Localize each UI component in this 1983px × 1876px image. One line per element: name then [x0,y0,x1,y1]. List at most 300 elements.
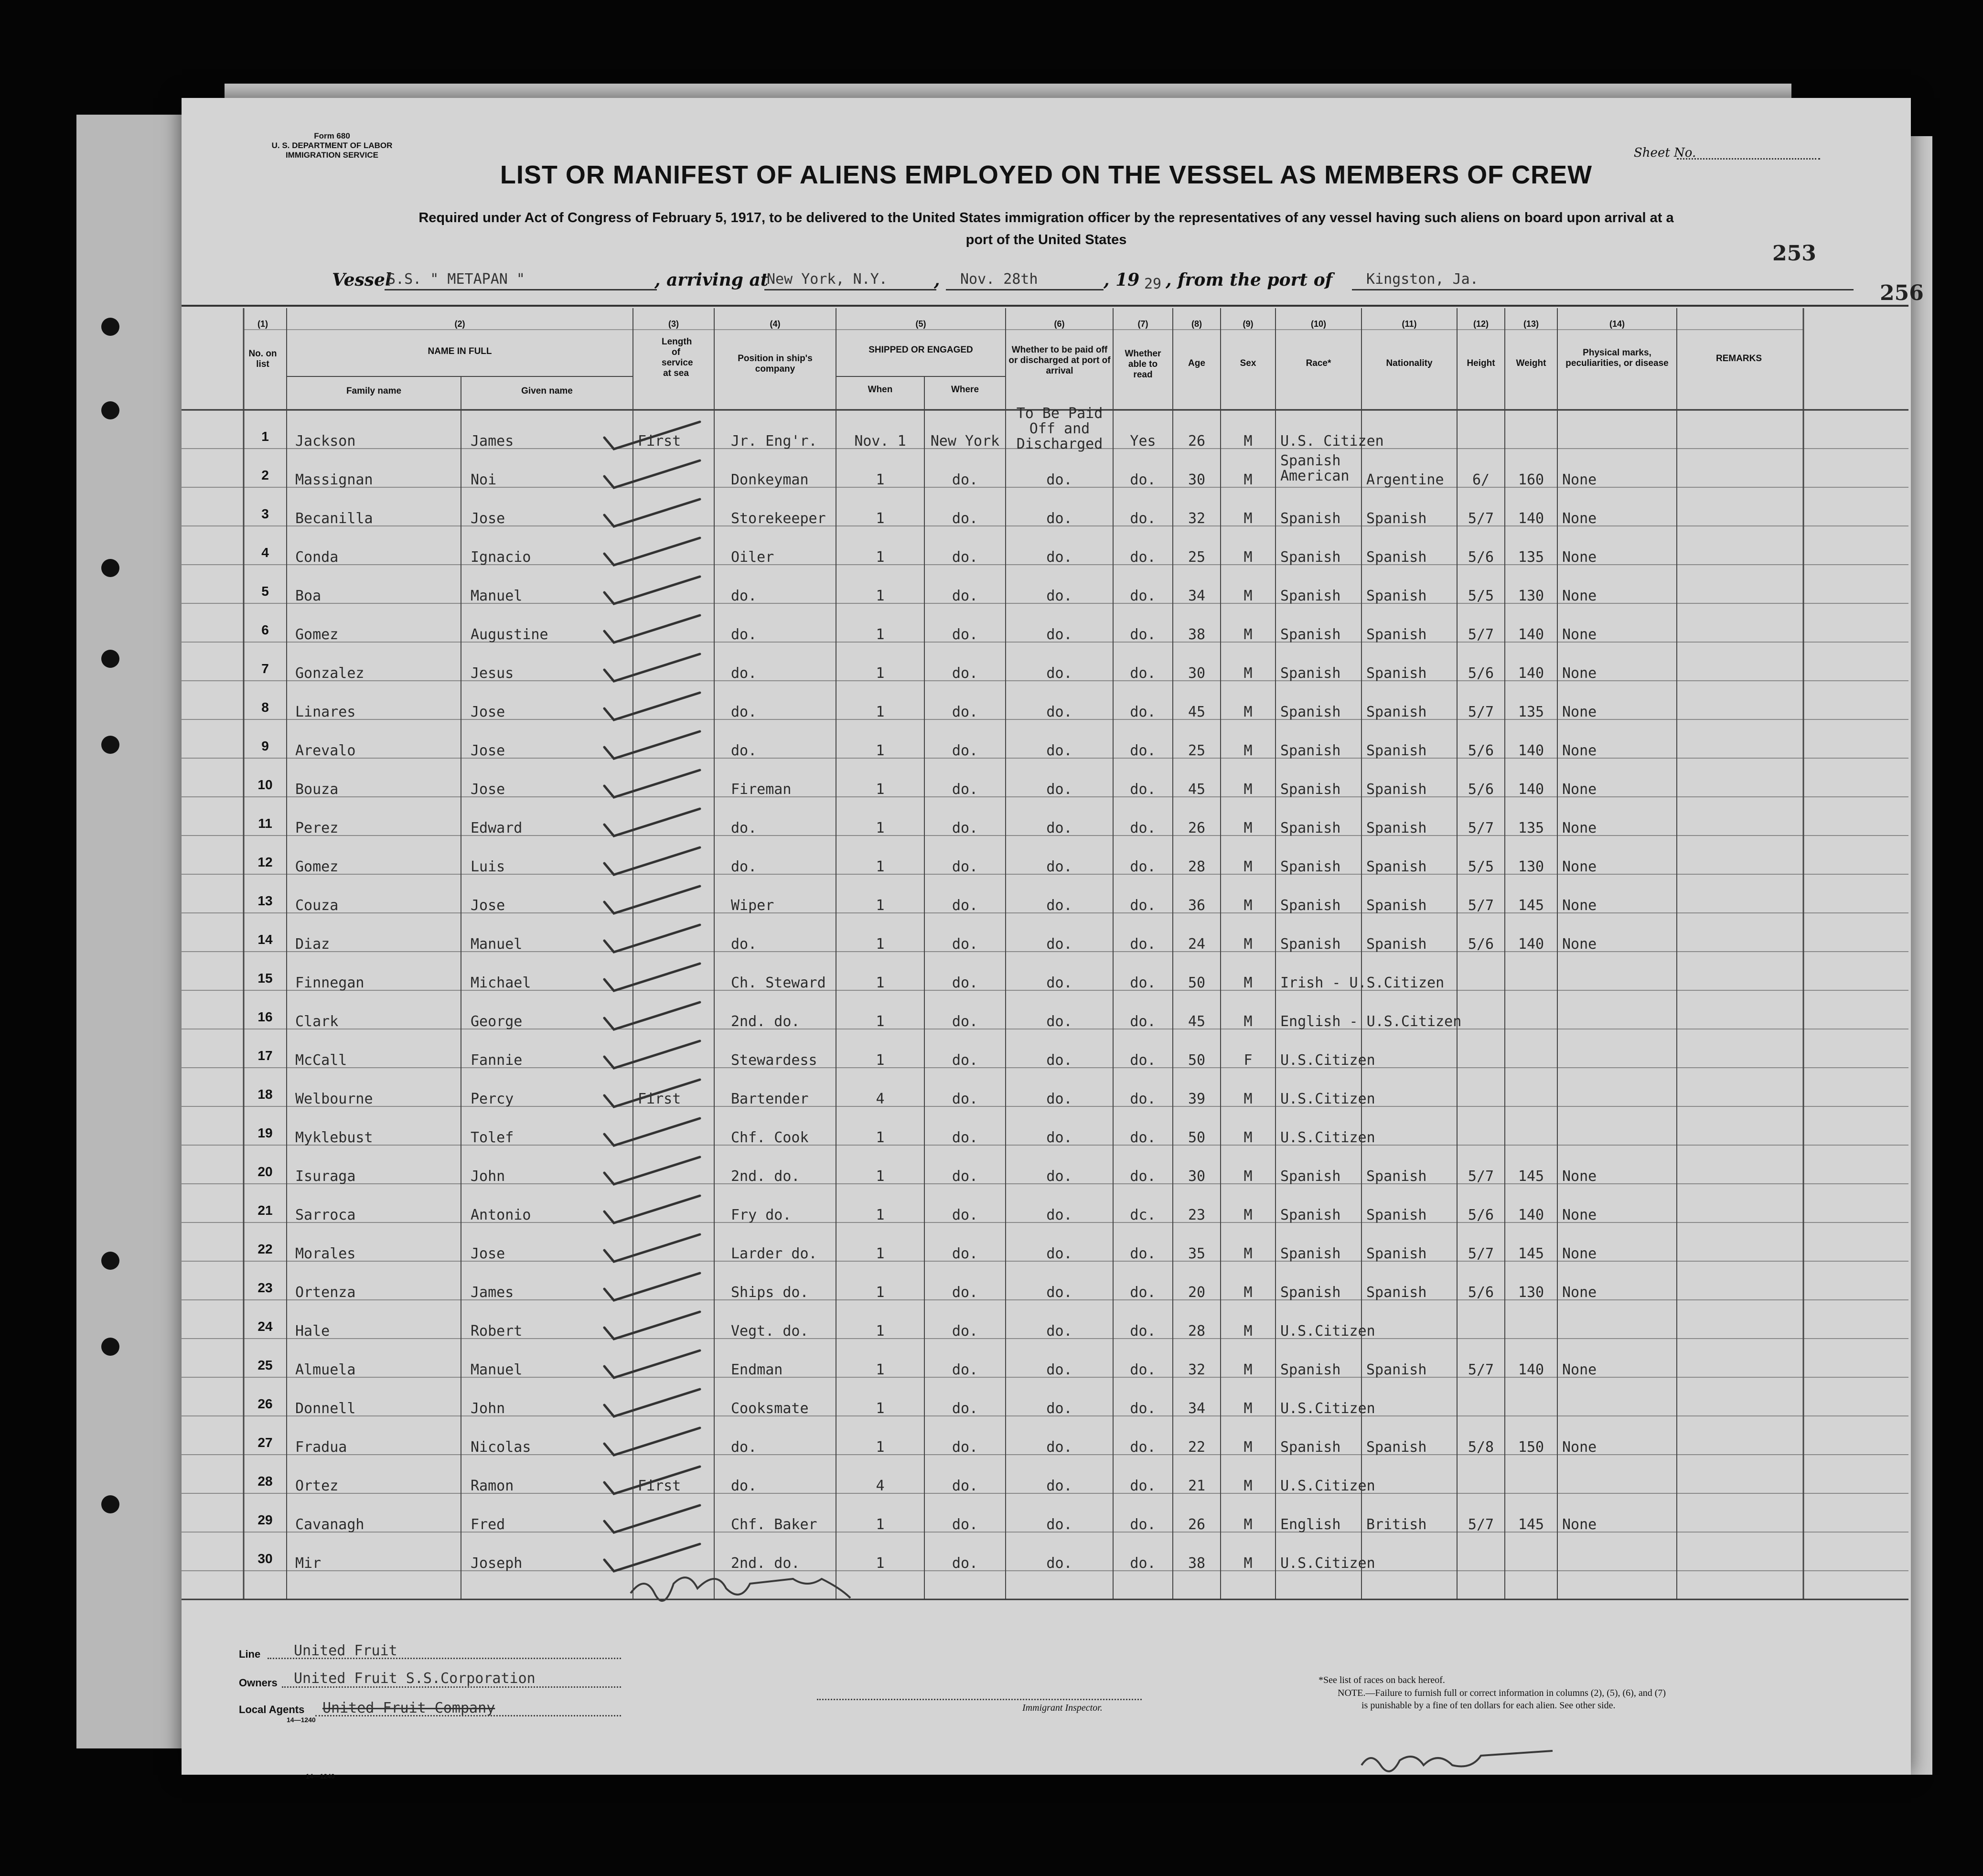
nationality: Spanish [1366,510,1427,527]
nationality: Spanish [1366,897,1427,914]
col-4-number: (4) [770,319,781,329]
sex: M [1243,1207,1253,1223]
shipped-where: do. [952,781,978,798]
able-to-read: do. [1130,858,1156,875]
weight: 140 [1518,781,1544,798]
able-to-read: do. [1130,704,1156,720]
col-6-header: Whether to be paid off or discharged at port of arrival [1008,345,1111,376]
age: 35 [1188,1245,1206,1262]
shipped-where: do. [952,1478,978,1494]
able-to-read: do. [1130,975,1156,991]
race: U.S.Citizen [1280,1129,1375,1146]
shipped-where: do. [952,588,978,604]
row-number: 17 [257,1048,273,1063]
given-name: Luis [471,858,505,875]
sex: M [1243,1245,1253,1262]
paid-off-status: do. [1046,897,1072,914]
position: 2nd. do. [731,1555,800,1572]
nationality: Spanish [1366,588,1427,604]
shipped-when: 1 [876,781,885,798]
shipped-when: 1 [876,1207,885,1223]
weight: 145 [1518,1168,1544,1185]
service: IMMIGRATION SERVICE [286,150,378,160]
position: Storekeeper [731,510,826,527]
col-1-number: (1) [257,319,268,329]
position: Donkeyman [731,472,809,488]
height: 5/6 [1468,549,1494,566]
check-mark [604,693,700,720]
physical-marks: None [1562,1245,1597,1262]
family-name: Bouza [295,781,339,798]
family-name: Arevalo [295,742,356,759]
check-mark [604,461,700,488]
check-mark [604,847,700,875]
col-9-header: Sex [1240,358,1256,368]
height: 5/7 [1468,1516,1494,1533]
check-mark [604,1118,700,1146]
height: 5/6 [1468,742,1494,759]
col-3-number: (3) [668,319,679,329]
check-mark [604,1544,700,1571]
paid-off-status: do. [1046,1091,1072,1107]
age: 26 [1188,1516,1206,1533]
able-to-read: do. [1130,1052,1156,1069]
family-name: Gonzalez [295,665,364,682]
sex: M [1243,1168,1253,1185]
from-label: , from the port of [1166,270,1333,290]
form-number: Form 680 [314,131,350,140]
check-mark [604,1196,700,1223]
from-port: Kingston, Ja. [1366,271,1479,288]
inspector-scribble [631,1577,850,1601]
given-name: Percy [471,1091,514,1107]
given-name: Ignacio [471,549,531,566]
shipped-where: do. [952,1129,978,1146]
race: Spanish [1280,781,1341,798]
col-13-number: (13) [1523,319,1539,329]
shipped-where: do. [952,472,978,488]
family-name: Becanilla [295,510,373,527]
shipped-when: 1 [876,1284,885,1301]
able-to-read: do. [1130,1013,1156,1030]
row-number: 13 [257,893,273,908]
paid-off-status: do. [1046,975,1072,991]
nationality: Spanish [1366,936,1427,953]
shipped-when: 1 [876,704,885,720]
sex: M [1243,510,1253,527]
given-name: James [471,1284,514,1301]
stamp-number: 253 [1772,241,1816,266]
inspector-label: Immigrant Inspector. [1022,1703,1103,1713]
shipped-where: do. [952,626,978,643]
comma-separator: , [934,270,940,290]
year-suffix: 29 [1144,276,1162,292]
col-12-header: Height [1467,358,1495,368]
race: Spanish [1280,665,1341,682]
weight: 130 [1518,858,1544,875]
able-to-read: dc. [1130,1207,1156,1223]
col-11-number: (11) [1402,319,1417,329]
able-to-read: do. [1130,549,1156,566]
row-number: 6 [261,622,269,637]
weight: 130 [1518,588,1544,604]
race: Spanish [1280,1284,1341,1301]
check-mark [604,422,700,449]
paid-off-status: do. [1046,704,1072,720]
position: Ships do. [731,1284,809,1301]
position: Vegt. do. [731,1323,809,1340]
position: do. [731,704,757,720]
race: Spanish [1280,936,1341,953]
given-name: Ramon [471,1478,514,1494]
weight: 140 [1518,1361,1544,1378]
paid-off-status: do. [1046,549,1072,566]
check-mark [604,1080,700,1107]
position: 2nd. do. [731,1013,800,1030]
race: Spanish [1280,1361,1341,1378]
sex: M [1243,665,1253,682]
shipped-when: 1 [876,626,885,643]
arrival-date: Nov. 28th [960,271,1038,288]
able-to-read: do. [1130,1323,1156,1340]
position: Bartender [731,1091,809,1107]
paid-off-status: do. [1046,1516,1072,1533]
col-2b-header: Given name [521,386,573,396]
sex: M [1243,1516,1253,1533]
shipped-where: do. [952,1052,978,1069]
paid-off-status: do. [1046,1245,1072,1262]
check-mark [604,654,700,681]
row-number: 22 [257,1242,273,1256]
check-mark [604,1467,700,1494]
race: Spanish [1280,1245,1341,1262]
col-6-number: (6) [1054,319,1065,329]
col-2a-header: Family name [346,386,402,396]
sex: M [1243,549,1253,566]
physical-marks: None [1562,510,1597,527]
line-value: United Fruit [294,1642,397,1659]
check-mark [604,925,700,952]
race: Spanish [1280,1207,1341,1223]
inspector-signature-line [817,1699,1142,1700]
col-7-number: (7) [1137,319,1148,329]
able-to-read: do. [1130,936,1156,953]
weight: 140 [1518,665,1544,682]
position: do. [731,665,757,682]
sex: M [1243,472,1253,488]
nationality: Spanish [1366,781,1427,798]
able-to-read: do. [1130,1400,1156,1417]
family-name: Mir [295,1555,322,1572]
row-number: 10 [257,777,273,792]
height: 5/7 [1468,704,1494,720]
shipped-where: do. [952,1400,978,1417]
row-number: 20 [257,1164,273,1179]
shipped-when: 1 [876,549,885,566]
shipped-where: do. [952,1245,978,1262]
sex: M [1243,1013,1253,1030]
check-mark [604,615,700,643]
height: 5/6 [1468,665,1494,682]
row-number: 30 [257,1551,273,1566]
given-name: Fred [471,1516,505,1533]
family-name: Linares [295,704,356,720]
height: 5/7 [1468,897,1494,914]
age: 36 [1188,897,1206,914]
sex: M [1243,1091,1253,1107]
shipped-when: 1 [876,936,885,953]
given-name: Michael [471,975,531,991]
shipped-where: do. [952,1207,978,1223]
shipped-when: 1 [876,1516,885,1533]
physical-marks: None [1562,781,1597,798]
row-number: 18 [257,1087,273,1102]
col-3-header: Length of service at sea [662,337,693,378]
given-name: Manuel [471,588,523,604]
height: 5/6 [1468,1207,1494,1223]
check-mark [604,964,700,991]
height: 5/7 [1468,1245,1494,1262]
family-name: Jackson [295,433,356,450]
check-mark [604,499,700,526]
family-name: Gomez [295,858,339,875]
row-number: 7 [261,661,269,676]
able-to-read: do. [1130,1478,1156,1494]
family-name: Cavanagh [295,1516,364,1533]
given-name: Jose [471,1245,505,1262]
paid-off-status: do. [1046,1284,1072,1301]
weight: 160 [1518,472,1544,488]
sex: M [1243,626,1253,643]
shipped-when: 1 [876,472,885,488]
shipped-when: 1 [876,1555,885,1572]
shipped-where: do. [952,1361,978,1378]
age: 45 [1188,781,1206,798]
family-name: Perez [295,820,339,836]
physical-marks: None [1562,472,1597,488]
race: Spanish [1280,1439,1341,1456]
row-number: 19 [257,1126,273,1140]
position: Oiler [731,549,774,566]
able-to-read: Yes [1130,433,1156,450]
age: 30 [1188,1168,1206,1185]
family-name: Finnegan [295,975,364,991]
col-9-number: (9) [1243,319,1254,329]
row-number: 1 [261,429,269,444]
row-number: 16 [257,1009,273,1024]
race: English - U.S.Citizen [1280,1013,1462,1030]
nationality: Spanish [1366,1439,1427,1456]
race: U.S.Citizen [1280,1323,1375,1340]
position: do. [731,1478,757,1494]
height: 5/5 [1468,858,1494,875]
family-name: Boa [295,588,322,604]
race: U.S. Citizen [1280,433,1384,450]
page-title: LIST OR MANIFEST OF ALIENS EMPLOYED ON THE VESSEL AS MEMBERS OF CREW [500,161,1593,189]
sex: M [1243,742,1253,759]
physical-marks: None [1562,626,1597,643]
physical-marks: None [1562,1168,1597,1185]
sex: M [1243,1361,1253,1378]
nationality: Spanish [1366,1207,1427,1223]
able-to-read: do. [1130,742,1156,759]
shipped-when: 1 [876,1245,885,1262]
age: 30 [1188,665,1206,682]
able-to-read: do. [1130,665,1156,682]
agents-label: Local Agents [239,1704,305,1715]
weight: 135 [1518,549,1544,566]
physical-marks: None [1562,1361,1597,1378]
position: 2nd. do. [731,1168,800,1185]
paid-off-status: do. [1046,1361,1072,1378]
position: Wiper [731,897,774,914]
weight: 140 [1518,510,1544,527]
height: 5/6 [1468,1284,1494,1301]
shipped-where: do. [952,820,978,836]
row-number: 5 [261,584,269,599]
row-number: 3 [261,506,269,521]
race: Spanish [1280,626,1341,643]
arriving-port: New York, N.Y. [767,271,888,288]
position: Fry do. [731,1207,792,1223]
given-name: Noi [471,472,497,488]
race: U.S.Citizen [1280,1555,1375,1572]
height: 5/7 [1468,626,1494,643]
given-name: Nicolas [471,1439,531,1456]
age: 21 [1188,1478,1206,1494]
given-name: Augustine [471,626,548,643]
given-name: George [471,1013,523,1030]
col-14-header: Physical marks, peculiarities, or disease [1565,348,1669,368]
sex: M [1243,897,1253,914]
given-name: James [471,433,514,450]
department: U. S. DEPARTMENT OF LABOR [271,141,393,150]
race: U.S.Citizen [1280,1478,1375,1494]
able-to-read: do. [1130,781,1156,798]
position: Cooksmate [731,1400,809,1417]
line-label: Line [239,1648,261,1660]
able-to-read: do. [1130,1516,1156,1533]
paid-off-status: do. [1046,472,1072,488]
age: 32 [1188,510,1206,527]
sex: M [1243,1439,1253,1456]
shipped-when: 1 [876,1129,885,1146]
paid-off-status: do. [1046,665,1072,682]
paid-off-status: do. [1046,1013,1072,1030]
weight: 145 [1518,1516,1544,1533]
check-mark [604,731,700,759]
length-of-service: First [638,433,681,450]
col-2-header: NAME IN FULL [428,346,492,356]
age: 38 [1188,1555,1206,1572]
nationality: Spanish [1366,1361,1427,1378]
col-1-header: No. on list [248,349,277,369]
sex: M [1243,588,1253,604]
col-14-number: (14) [1609,319,1625,329]
physical-marks: None [1562,820,1597,836]
given-name: John [471,1168,505,1185]
weight: 140 [1518,936,1544,953]
sex: M [1243,820,1253,836]
shipped-where: do. [952,665,978,682]
given-name: Manuel [471,1361,523,1378]
print-code-bottom: 14—1240 [306,1772,335,1780]
paid-off-status: do. [1046,510,1072,527]
sex: M [1243,1284,1253,1301]
age: 24 [1188,936,1206,953]
able-to-read: do. [1130,1439,1156,1456]
shipped-when: 1 [876,858,885,875]
row-number: 14 [257,932,273,947]
paid-off-status: do. [1046,1052,1072,1069]
row-number: 29 [257,1512,273,1527]
physical-marks: None [1562,936,1597,953]
position: do. [731,820,757,836]
able-to-read: do. [1130,1361,1156,1378]
sex: F [1243,1052,1253,1069]
shipped-when: 1 [876,820,885,836]
age: 22 [1188,1439,1206,1456]
check-mark [604,1312,700,1339]
age: 26 [1188,433,1206,450]
note-fine-cont: is punishable by a fine of ten dollars for each alien. See other side. [1361,1700,1616,1711]
vessel-label: Vessel [332,270,392,290]
able-to-read: do. [1130,626,1156,643]
position: Fireman [731,781,792,798]
weight: 145 [1518,897,1544,914]
col-11-header: Nationality [1386,358,1433,368]
nationality: Spanish [1366,549,1427,566]
row-number: 2 [261,468,269,482]
nationality: Spanish [1366,665,1427,682]
nationality: Spanish [1366,1245,1427,1262]
family-name: Couza [295,897,339,914]
row-number: 28 [257,1474,273,1489]
position: do. [731,1439,757,1456]
note-fine: NOTE.—Failure to furnish full or correct information in columns (2), (5), (6), and (7) [1338,1688,1666,1698]
physical-marks: None [1562,1516,1597,1533]
race: Spanish [1280,704,1341,720]
position: Ch. Steward [731,975,826,991]
paid-off-status: do. [1046,588,1072,604]
owners-label: Owners [239,1677,278,1689]
able-to-read: do. [1130,588,1156,604]
race: Spanish [1280,897,1341,914]
nationality: Spanish [1366,820,1427,836]
height: 5/6 [1468,936,1494,953]
length-of-service: First [638,1478,681,1494]
shipped-where: do. [952,742,978,759]
age: 28 [1188,1323,1206,1340]
position: do. [731,588,757,604]
given-name: Jose [471,510,505,527]
col-4-header: Position in ship's company [738,354,813,374]
age: 26 [1188,820,1206,836]
age: 45 [1188,1013,1206,1030]
age: 34 [1188,1400,1206,1417]
paid-off-status: do. [1046,1400,1072,1417]
check-mark [604,770,700,797]
signature-scribble [1361,1751,1553,1771]
sex: M [1243,433,1253,450]
age: 30 [1188,472,1206,488]
shipped-where: New York [930,433,1000,450]
vessel-name: S.S. " METAPAN " [387,271,525,288]
sex: M [1243,1478,1253,1494]
shipped-where: do. [952,1439,978,1456]
age: 50 [1188,975,1206,991]
line-underline [268,1658,621,1659]
